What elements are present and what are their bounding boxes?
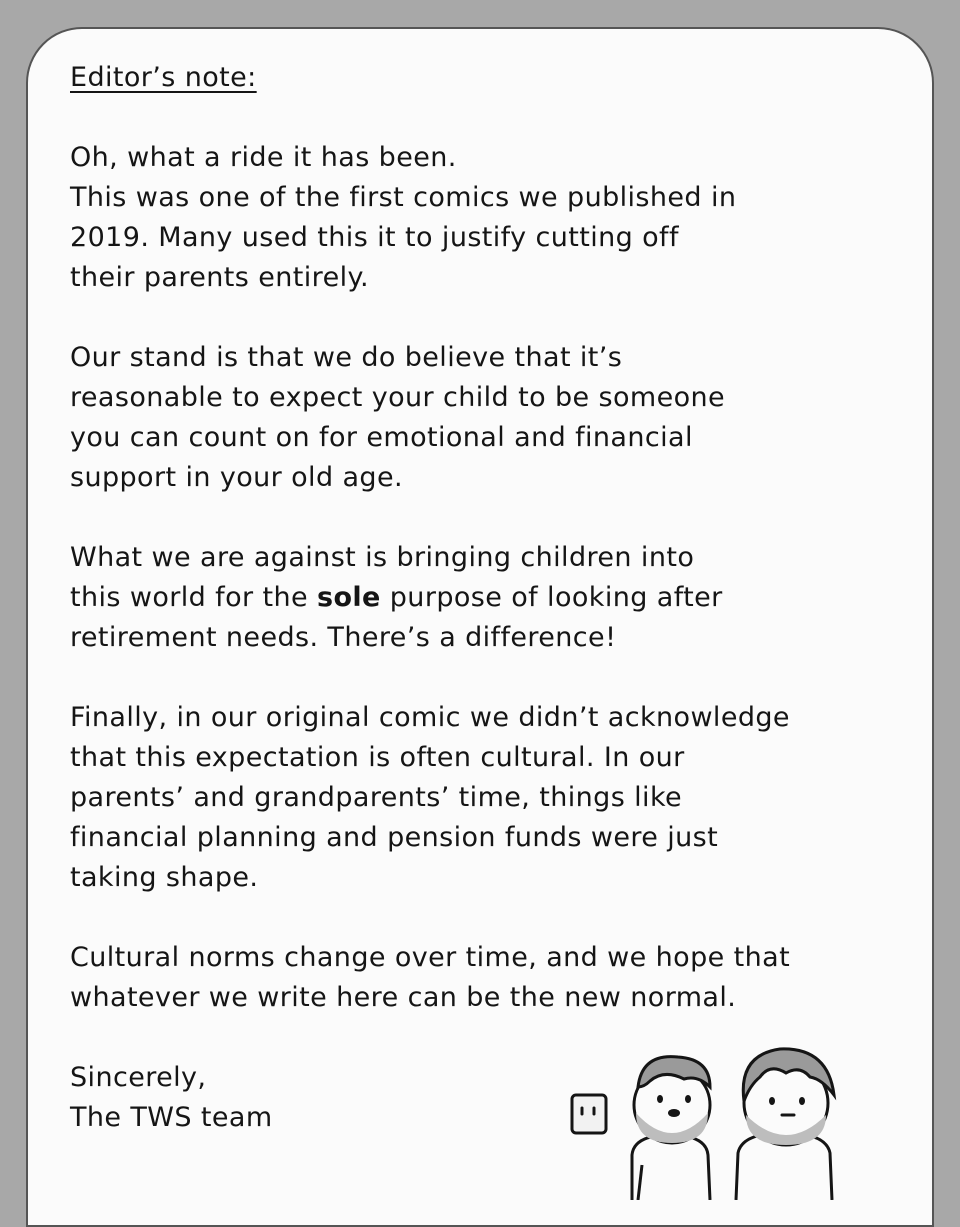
paragraph-line: Cultural norms change over time, and we hope that xyxy=(70,942,791,973)
paragraph-line xyxy=(70,578,910,618)
paragraph-1 xyxy=(70,138,910,298)
paragraph-4 xyxy=(70,698,910,898)
left-character xyxy=(632,1057,710,1200)
tws-characters-illustration xyxy=(560,1035,860,1200)
paragraph-line: you can count on for emotional and financial xyxy=(70,422,693,453)
line-text: this world for the xyxy=(70,582,317,613)
paragraph-line: support in your old age. xyxy=(70,462,403,493)
paragraph-line: taking shape. xyxy=(70,862,259,893)
note-heading: Editor’s note: xyxy=(70,62,257,93)
paragraph-line: financial planning and pension funds were just xyxy=(70,822,719,853)
right-character xyxy=(736,1049,834,1200)
cup-icon xyxy=(572,1095,606,1133)
editors-note xyxy=(70,58,910,1138)
line-text: purpose of looking after xyxy=(380,582,723,613)
paragraph-line: Our stand is that we do believe that it’s xyxy=(70,342,623,373)
paragraph-line: What we are against is bringing children into xyxy=(70,542,695,573)
paragraph-line: parents’ and grandparents’ time, things like xyxy=(70,782,683,813)
paragraph-line: Oh, what a ride it has been. xyxy=(70,142,457,173)
paragraph-line: whatever we write here can be the new normal. xyxy=(70,982,737,1013)
paragraph-2 xyxy=(70,338,910,498)
paragraph-line: their parents entirely. xyxy=(70,262,369,293)
emphasis-sole: sole xyxy=(316,582,381,613)
paragraph-line: reasonable to expect your child to be someone xyxy=(70,382,726,413)
paragraph-3 xyxy=(70,538,910,658)
paragraph-line: retirement needs. There’s a difference! xyxy=(70,622,617,653)
paragraph-5 xyxy=(70,938,910,1018)
paragraph-line: This was one of the first comics we published in xyxy=(70,182,737,213)
signoff-team: The TWS team xyxy=(70,1102,273,1133)
paragraph-line: that this expectation is often cultural. In our xyxy=(70,742,685,773)
paragraph-line: 2019. Many used this it to justify cutting off xyxy=(70,222,679,253)
signoff-salutation: Sincerely, xyxy=(70,1062,207,1093)
paragraph-line: Finally, in our original comic we didn’t acknowledge xyxy=(70,702,790,733)
